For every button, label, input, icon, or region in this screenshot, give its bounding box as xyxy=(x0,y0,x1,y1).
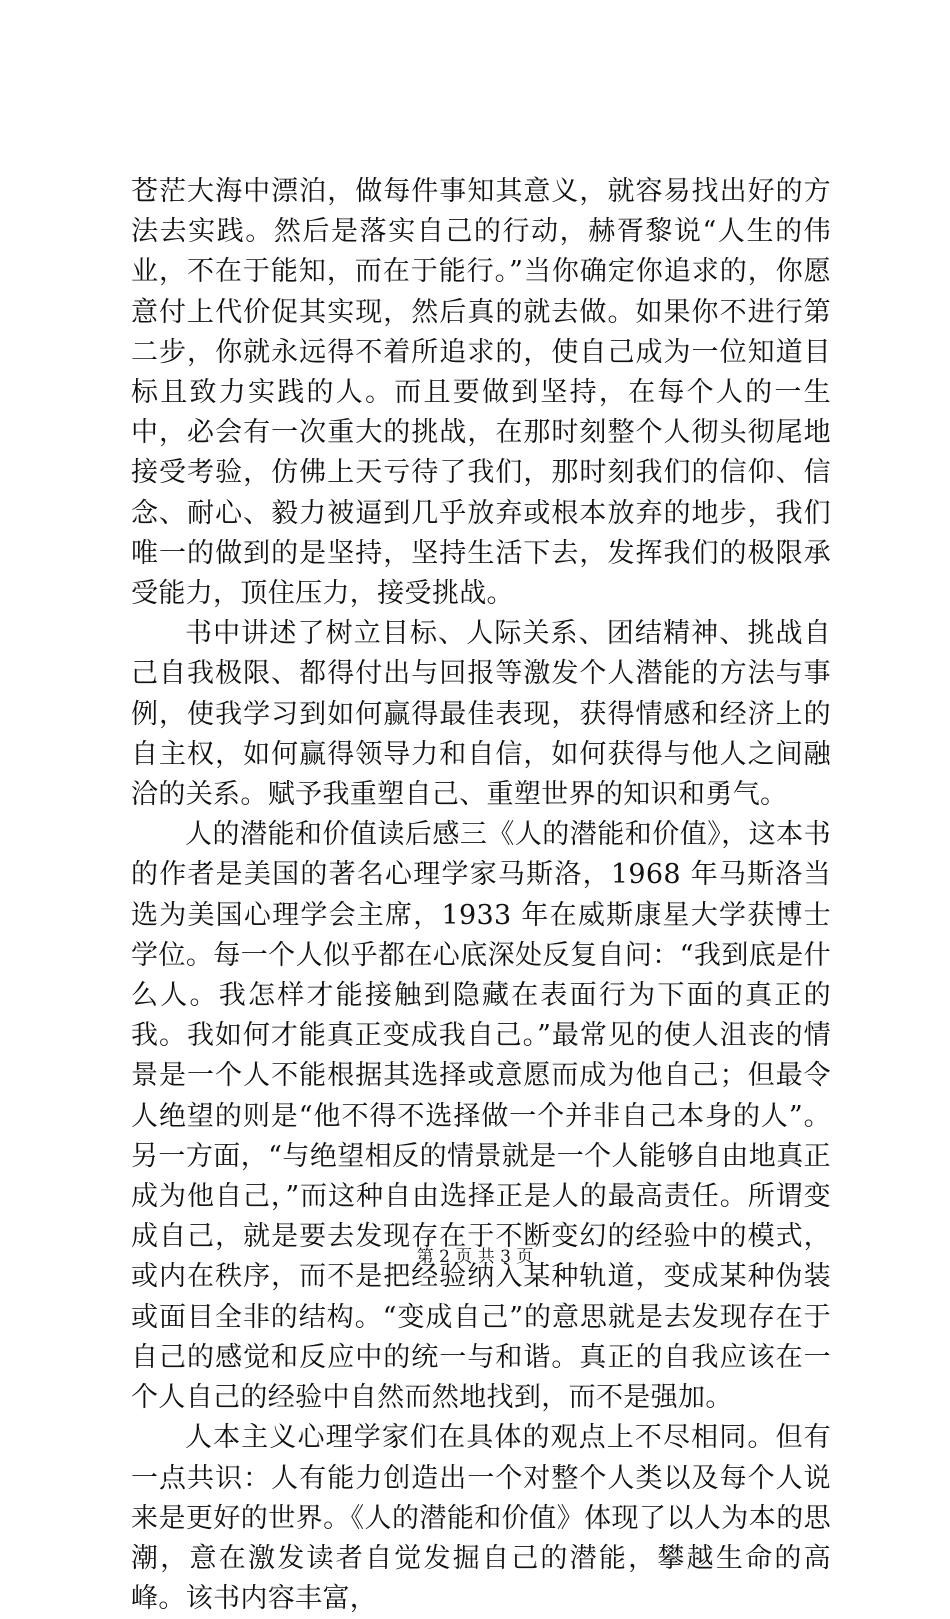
paragraph: 人本主义心理学家们在具体的观点上不尽相同。但有一点共识：人有能力创造出一个对整个人类以及每个人说来是更好的世界。《人的潜能和价值》体现了以人为本的思潮，意在激发读者自觉发掘自己的潜能，攀越生命的高峰。该书内容丰富， xyxy=(131,1422,831,1615)
paragraph-continued: 苍茫大海中漂泊，做每件事知其意义，就容易找出好的方法去实践。然后是落实自己的行动，赫胥黎说“人生的伟业，不在于能知，而在于能行。”当你确定你追求的，你愿意付上代价促其实现，然后真的就去做。如果你不进行第二步，你就永远得不着所追求的，使自己成为一位知道目标且致力实践的人。而且要做到坚持，在每个人的一生中，必会有一次重大的挑战，在那时刻整个人彻头彻尾地接受考验，仿佛上天亏待了我们，那时刻我们的信仰、信念、耐心、毅力被逼到几乎放弃或根本放弃的地步，我们唯一的做到的是坚持，坚持生活下去，发挥我们的极限承受能力，顶住压力，接受挑战。 xyxy=(131,176,831,610)
paragraph: 人的潜能和价值读后感三《人的潜能和价值》，这本书的作者是美国的著名心理学家马斯洛，1968 年马斯洛当选为美国心理学会主席，1933 年在威斯康星大学获博士学位。每一个人似乎都在心底深处反复自问：“我到底是什么人。我怎样才能接触到隐藏在表面行为下面的真正的我。我如何才能真正变成我自己。”最常见的使人沮丧的情景是一个人不能根据其选择或意愿而成为他自己；但最令人绝望的则是“他不得不选择做一个并非自己本身的人”。另一方面，“与绝望相反的情景就是一个人能够自由地真正成为他自己，”而这种自由选择正是人的最高责任。所谓变成自己，就是要去发现存在于不断变幻的经验中的模式，或内在秩序，而不是把经验纳入某种轨道，变成某种伪装或面目全非的结构。“变成自己”的意思就是去发现存在于自己的感觉和反应中的统一与和谐。真正的自我应该在一个人自己的经验中自然而然地找到，而不是强加。 xyxy=(131,819,831,1414)
page-footer: 第 2 页 共 3 页 xyxy=(416,1247,534,1267)
document-body xyxy=(131,172,831,1619)
paragraph: 书中讲述了树立目标、人际关系、团结精神、挑战自己自我极限、都得付出与回报等激发个人潜能的方法与事例，使我学习到如何赢得最佳表现，获得情感和经济上的自主权，如何赢得领导力和自信，如何获得与他人之间融洽的关系。赋予我重塑自己、重塑世界的知识和勇气。 xyxy=(131,618,831,811)
